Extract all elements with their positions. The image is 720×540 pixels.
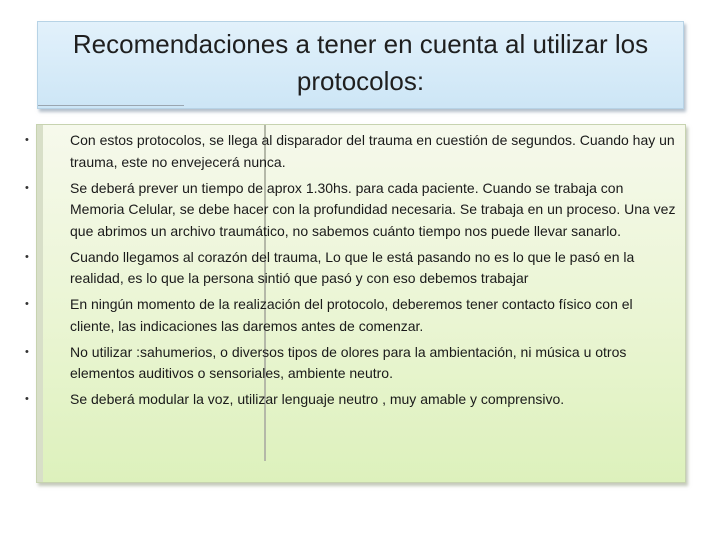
bullet-dot-icon: • [25, 181, 29, 194]
bullet-item-5 [25, 342, 677, 385]
bullet-item-4 [25, 294, 677, 337]
bullet-text-6: Se deberá modular la voz, utilizar lenguaje neutro , muy amable y comprensivo. [70, 391, 565, 407]
bullet-text-5: No utilizar :sahumerios, o diversos tipos de olores para la ambientación, ni música u otros elementos auditivos o sensoriales, ambiente neutro. [70, 343, 627, 381]
bullet-item-3 [25, 247, 677, 290]
bullet-item-1 [25, 130, 677, 173]
bullet-text-4: En ningún momento de la realización del protocolo, deberemos tener contacto físico con el cliente, las indicaciones las daremos antes de comenzar. [70, 296, 633, 334]
bullet-dot-icon: • [25, 345, 29, 358]
slide-title: Recomendaciones a tener en cuenta al utilizar los protocolos: [72, 29, 649, 96]
bullet-item-2 [25, 178, 677, 243]
bullet-list [25, 130, 677, 415]
slide-title-box [37, 21, 684, 109]
content-box [25, 124, 686, 483]
bullet-dot-icon: • [25, 298, 29, 310]
bullet-text-3: Cuando llegamos al corazón del trauma, Lo que le está pasando no es lo que le pasó en la realidad, es lo que la persona sintió que pasó y con eso debemos trabajar [70, 248, 635, 286]
bullet-dot-icon: • [25, 393, 29, 405]
title-underline-divider [38, 105, 184, 106]
bullet-dot-icon: • [25, 134, 29, 146]
bullet-text-2: Se deberá prever un tiempo de aprox 1.30hs. para cada paciente. Cuando se trabaja con Memoria Celular, se debe hacer con la profundidad necesaria. Se trabaja en un proceso. Una vez que abrimos un archivo traumático, no sabemos cuánto tiempo nos puede llevar sanarlo. [70, 179, 676, 239]
bullet-item-6 [25, 389, 677, 411]
bullet-text-1: Con estos protocolos, se llega al disparador del trauma en cuestión de segundos. Cuando hay un trauma, este no envejecerá nunca. [70, 132, 675, 170]
bullet-dot-icon: • [25, 250, 29, 263]
